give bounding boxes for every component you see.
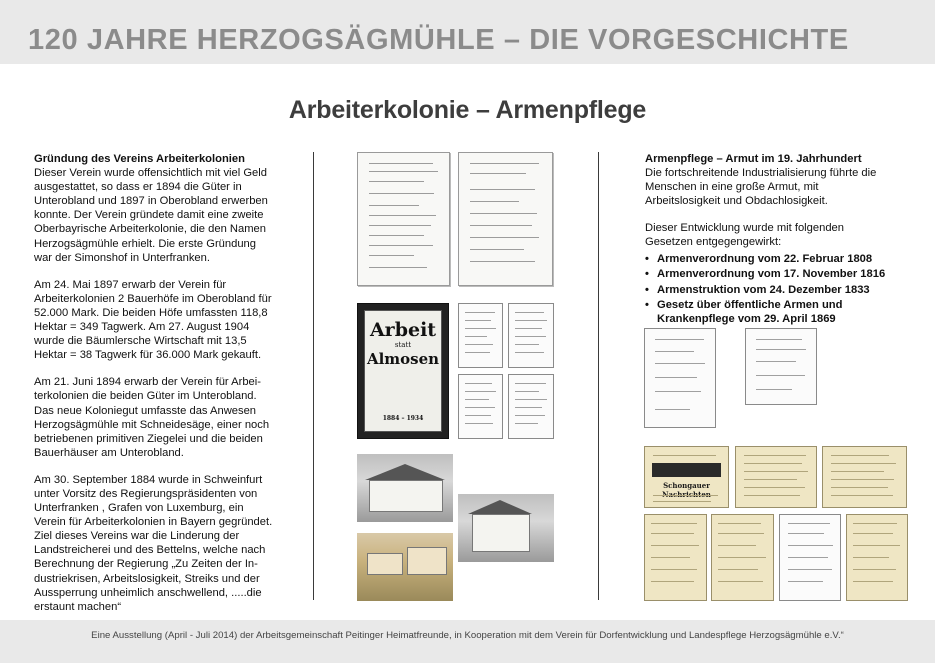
law-item: • Armenverordnung vom 22. Februar 1808: [645, 252, 890, 266]
law-list: [645, 252, 890, 327]
form-document-image: [846, 514, 908, 601]
law-item: • Armenverordnung vom 17. November 1816: [645, 267, 890, 281]
house-photo-bw: [458, 494, 554, 562]
handwritten-letter-image: [458, 152, 553, 286]
footer-credit: Eine Ausstellung (April - Juli 2014) der Arbeitsgemeinschaft Peitinger Heimatfreunde, in Kooperation mit dem Verein für Dorfentwicklung und Landespflege Herzogsägmühle e.V.“: [91, 630, 844, 641]
footer-bar: [0, 620, 935, 663]
book-cover-image: [357, 303, 449, 439]
book-title-line3: Almosen: [366, 350, 440, 368]
right-text-column: [645, 152, 890, 328]
right-paragraph-2: Dieser Entwicklung wurde mit folgenden Gesetzen entgegengewirkt:: [645, 222, 844, 249]
left-text-column: [34, 152, 274, 627]
right-p1-text: Die fortschreitende Industrialisierung führte die Menschen in eine große Armut, mit Arbeitslosigkeit und Obdachlosigkeit.: [645, 167, 877, 208]
form-document-image: [711, 514, 774, 601]
divider-right: [598, 152, 599, 600]
book-title-line2: statt: [394, 341, 412, 349]
law-item: • Gesetz über öffentliche Armen und Krankenpflege vom 29. April 1869: [645, 298, 890, 326]
form-document-image: [779, 514, 841, 601]
right-heading: Armenpflege – Armut im 19. Jahrhundert: [645, 153, 862, 165]
right-paragraph-1: [645, 152, 890, 208]
left-heading: Gründung des Vereins Arbeiterkolonien: [34, 153, 245, 165]
village-photo-color: [357, 533, 453, 601]
form-document-image: [644, 514, 707, 601]
farmhouse-photo-bw: [357, 454, 453, 522]
page-title: 120 JAHRE HERZOGSÄGMÜHLE – DIE VORGESCHICHTE: [28, 24, 849, 56]
newspaper-image: [644, 446, 729, 508]
document-page-image: [458, 374, 503, 439]
divider-left: [313, 152, 314, 600]
newspaper-page-image: [822, 446, 907, 508]
law-document-image: [745, 328, 817, 405]
left-paragraph-1: [34, 152, 274, 265]
law-document-image: [644, 328, 716, 428]
left-p1-text: Dieser Verein wurde offensichtlich mit viel Geld ausgestattet, so dass er 1894 die Güter in Unterobland und 1897 in Oberobland erwerben konnte. Der Verein gründete damit eine zweite Oberbayrische Arbeiterkolonie, die den Namen Herzogsägmühle erhielt. Die erste Gründung war der Simonshof in Unterfranken.: [34, 167, 268, 264]
document-page-image: [458, 303, 503, 368]
section-subtitle: Arbeiterkolonie – Armenpflege: [288, 96, 647, 124]
newspaper-page-image: [735, 446, 817, 508]
handwritten-document-image: [357, 152, 450, 286]
newspaper-masthead: Schongauer: [663, 481, 710, 490]
book-years: 1884 – 1934: [382, 415, 424, 422]
left-paragraph-4: Am 30. September 1884 wurde in Schweinfurt unter Vorsitz des Regierungspräsidenten von Unterfranken , Grafen von Luxemburg, ein Verein für Arbeiterkolonien in Bayern gegründet. Ziel dieses Vereins war die Linderung der Landstreicherei und des Bettelns, welche nach Berechnung der Regierung „Zu Zeiten der Industriekrisen, Arbeitslosigkeit, Streiks und der Aussperrung unheimlich anschwellend, .....die erstaunt machen“: [34, 473, 273, 613]
header-bar: [0, 0, 935, 64]
left-paragraph-2: Am 24. Mai 1897 erwarb der Verein für Arbeiterkolonien 2 Bauerhöfe im Oberobland für 52.000 Mark. Die beiden Höfe umfassten 118,8 Hektar = 349 Tagwerk. Am 27. August 1904 wurde die Bäumlersche Wirtschaft mit 13,5 Hektar = 38 Tagwerk für 36.000 Mark gekauft.: [34, 278, 272, 362]
left-paragraph-3: Am 21. Juni 1894 erwarb der Verein für Arbeiterkolonien die beiden Güter im Unterobland. Das neue Koloniegut umfasste das Anwesen Herzogsägmühle mit Schneidesäge, einer noch betriebenen primitiven Ziegelei und die beiden Bauerhäuser am Unterobland.: [34, 376, 270, 459]
law-item: • Armenstruktion vom 24. Dezember 1833: [645, 283, 890, 297]
document-page-image: [508, 374, 554, 439]
book-title-line1: Arbeit: [369, 319, 437, 341]
book-cover-inner: [364, 310, 442, 432]
document-page-image: [508, 303, 554, 368]
